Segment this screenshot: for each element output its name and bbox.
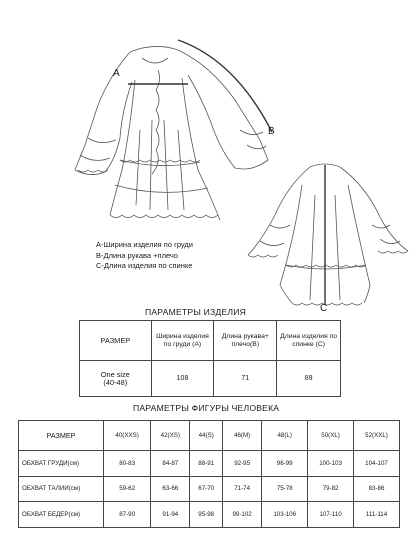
size-col-52: 52(XXL) (354, 421, 400, 451)
table-cell: 96-99 (262, 451, 308, 477)
size-cell (80, 361, 152, 397)
table-row (19, 502, 400, 528)
size-col-44: 44(S) (190, 421, 223, 451)
body-table-title: ПАРАМЕТРЫ ФИГУРЫ ЧЕЛОВЕКА (133, 403, 280, 413)
header-back-length: Длина изделия по спинке (C) (277, 321, 341, 361)
table-cell: 87-90 (104, 502, 151, 528)
table-cell: 88-91 (190, 451, 223, 477)
row-label-waist: ОБХВАТ ТАЛИИ(см) (19, 476, 104, 502)
table-cell: 104-107 (354, 451, 400, 477)
table-cell: 84-87 (151, 451, 190, 477)
measurement-legend (96, 240, 193, 272)
table-cell: 103-106 (262, 502, 308, 528)
row-label-chest: ОБХВАТ ГРУДИ(см) (19, 451, 104, 477)
table-cell: 75-78 (262, 476, 308, 502)
label-c: C (320, 303, 328, 314)
header-size: РАЗМЕР (80, 321, 152, 361)
table-cell: 80-83 (104, 451, 151, 477)
header-chest-width: Ширина изделия по груди (A) (151, 321, 214, 361)
label-b: B (268, 126, 275, 137)
size-col-46: 46(M) (222, 421, 261, 451)
chest-width-value: 108 (151, 361, 214, 397)
product-params-table (79, 320, 341, 397)
table-cell: 107-110 (308, 502, 354, 528)
table-cell: 67-70 (190, 476, 223, 502)
label-a: A (113, 68, 120, 79)
table-cell: 95-98 (190, 502, 223, 528)
back-garment-sketch (240, 155, 415, 315)
table-cell: 99-102 (222, 502, 261, 528)
table-cell: 92-95 (222, 451, 261, 477)
sleeve-length-value: 71 (214, 361, 277, 397)
size-col-40: 40(XXS) (104, 421, 151, 451)
back-length-value: 89 (277, 361, 341, 397)
size-col-42: 42(XS) (151, 421, 190, 451)
table-cell: 63-66 (151, 476, 190, 502)
size-line2: (40-48) (103, 377, 128, 387)
header-size: РАЗМЕР (19, 421, 104, 451)
body-params-table (18, 420, 400, 528)
table-cell: 79-82 (308, 476, 354, 502)
product-table-title: ПАРАМЕТРЫ ИЗДЕЛИЯ (145, 307, 247, 317)
header-sleeve-length: Длина рукава+ плечо(B) (214, 321, 277, 361)
legend-item-c: C-Длина изделия по спинке (96, 261, 193, 270)
legend-item-a: A-Ширина изделия по груди (96, 240, 193, 249)
table-cell: 71-74 (222, 476, 261, 502)
table-row (19, 476, 400, 502)
size-line1: One size (100, 369, 130, 379)
legend-item-b: B-Длина рукава +плечо (96, 250, 178, 260)
table-cell: 91-94 (151, 502, 190, 528)
size-col-50: 50(XL) (308, 421, 354, 451)
table-cell: 111-114 (354, 502, 400, 528)
table-cell: 59-62 (104, 476, 151, 502)
row-label-hips: ОБХВАТ БЕДЕР(см) (19, 502, 104, 528)
table-cell: 100-103 (308, 451, 354, 477)
table-cell: 83-86 (354, 476, 400, 502)
table-row (19, 451, 400, 477)
size-col-48: 48(L) (262, 421, 308, 451)
